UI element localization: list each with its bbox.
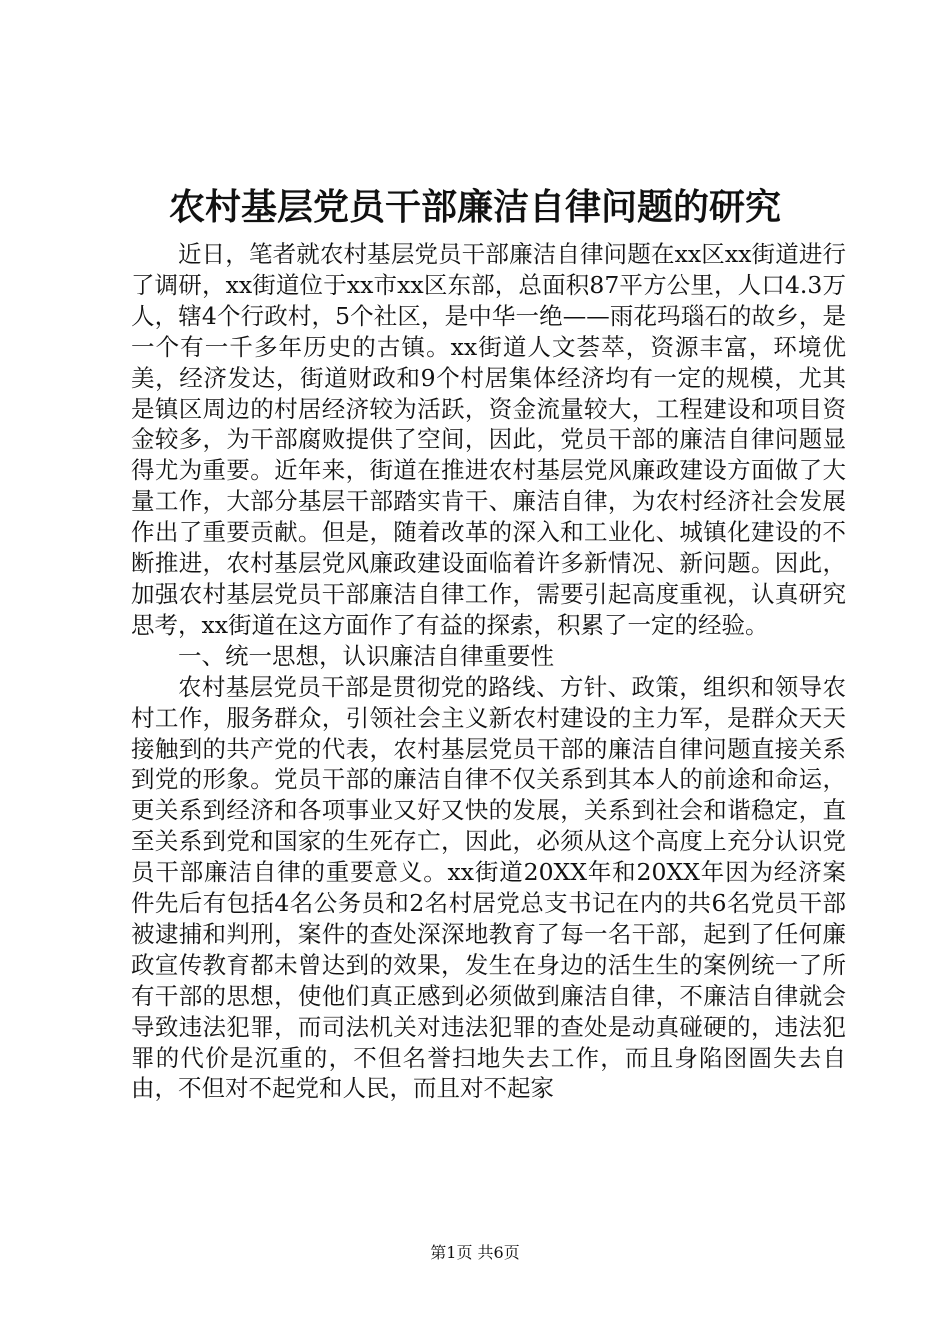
paragraph-intro: 近日，笔者就农村基层党员干部廉洁自律问题在xx区xx街道进行了调研，xx街道位于xx市xx区东部，总面积87平方公里，人口4.3万人，辖4个行政村，5个社区，是中华一绝——雨花玛瑙石的故乡，是一个有一千多年历史的古镇。xx街道人文荟萃，资源丰富，环境优美，经济发达，街道财政和9个村居集体经济均有一定的规模，尤其是镇区周边的村居经济较为活跃，资金流量较大，工程建设和项目资金较多，为干部腐败提供了空间，因此，党员干部的廉洁自律问题显得尤为重要。近年来，街道在推进农村基层党风廉政建设方面做了大量工作，大部分基层干部踏实肯干、廉洁自律，为农村经济社会发展作出了重要贡献。但是，随着改革的深入和工业化、城镇化建设的不断推进，农村基层党风廉政建设面临着许多新情况、新问题。因此，加强农村基层党员干部廉洁自律工作，需要引起高度重视，认真研究思考，xx街道在这方面作了有益的探索，积累了一定的经验。 [131, 240, 846, 639]
paragraph-section-1: 农村基层党员干部是贯彻党的路线、方针、政策，组织和领导农村工作，服务群众，引领社会主义新农村建设的主力军，是群众天天接触到的共产党的代表，农村基层党员干部的廉洁自律问题直接关系到党的形象。党员干部的廉洁自律不仅关系到其本人的前途和命运，更关系到经济和各项事业又好又快的发展，关系到社会和谐稳定，直至关系到党和国家的生死存亡，因此，必须从这个高度上充分认识党员干部廉洁自律的重要意义。xx街道20XX年和20XX年因为经济案件先后有包括4名公务员和2名村居党总支书记在内的共6名党员干部被逮捕和判刑，案件的查处深深地教育了每一名干部，起到了任何廉政宣传教育都未曾达到的效果，发生在身边的活生生的案例统一了所有干部的思想，使他们真正感到必须做到廉洁自律，不廉洁自律就会导致违法犯罪，而司法机关对违法犯罪的查处是动真碰硬的，违法犯罪的代价是沉重的，不但名誉扫地失去工作，而且身陷囹圄失去自由，不但对不起党和人民，而且对不起家 [131, 672, 846, 1103]
section-heading-1: 一、统一思想，认识廉洁自律重要性 [178, 641, 554, 670]
document-title: 农村基层党员干部廉洁自律问题的研究 [168, 186, 781, 228]
document-body [131, 239, 846, 1104]
page-footer: 第1页 共6页 [430, 1243, 520, 1262]
